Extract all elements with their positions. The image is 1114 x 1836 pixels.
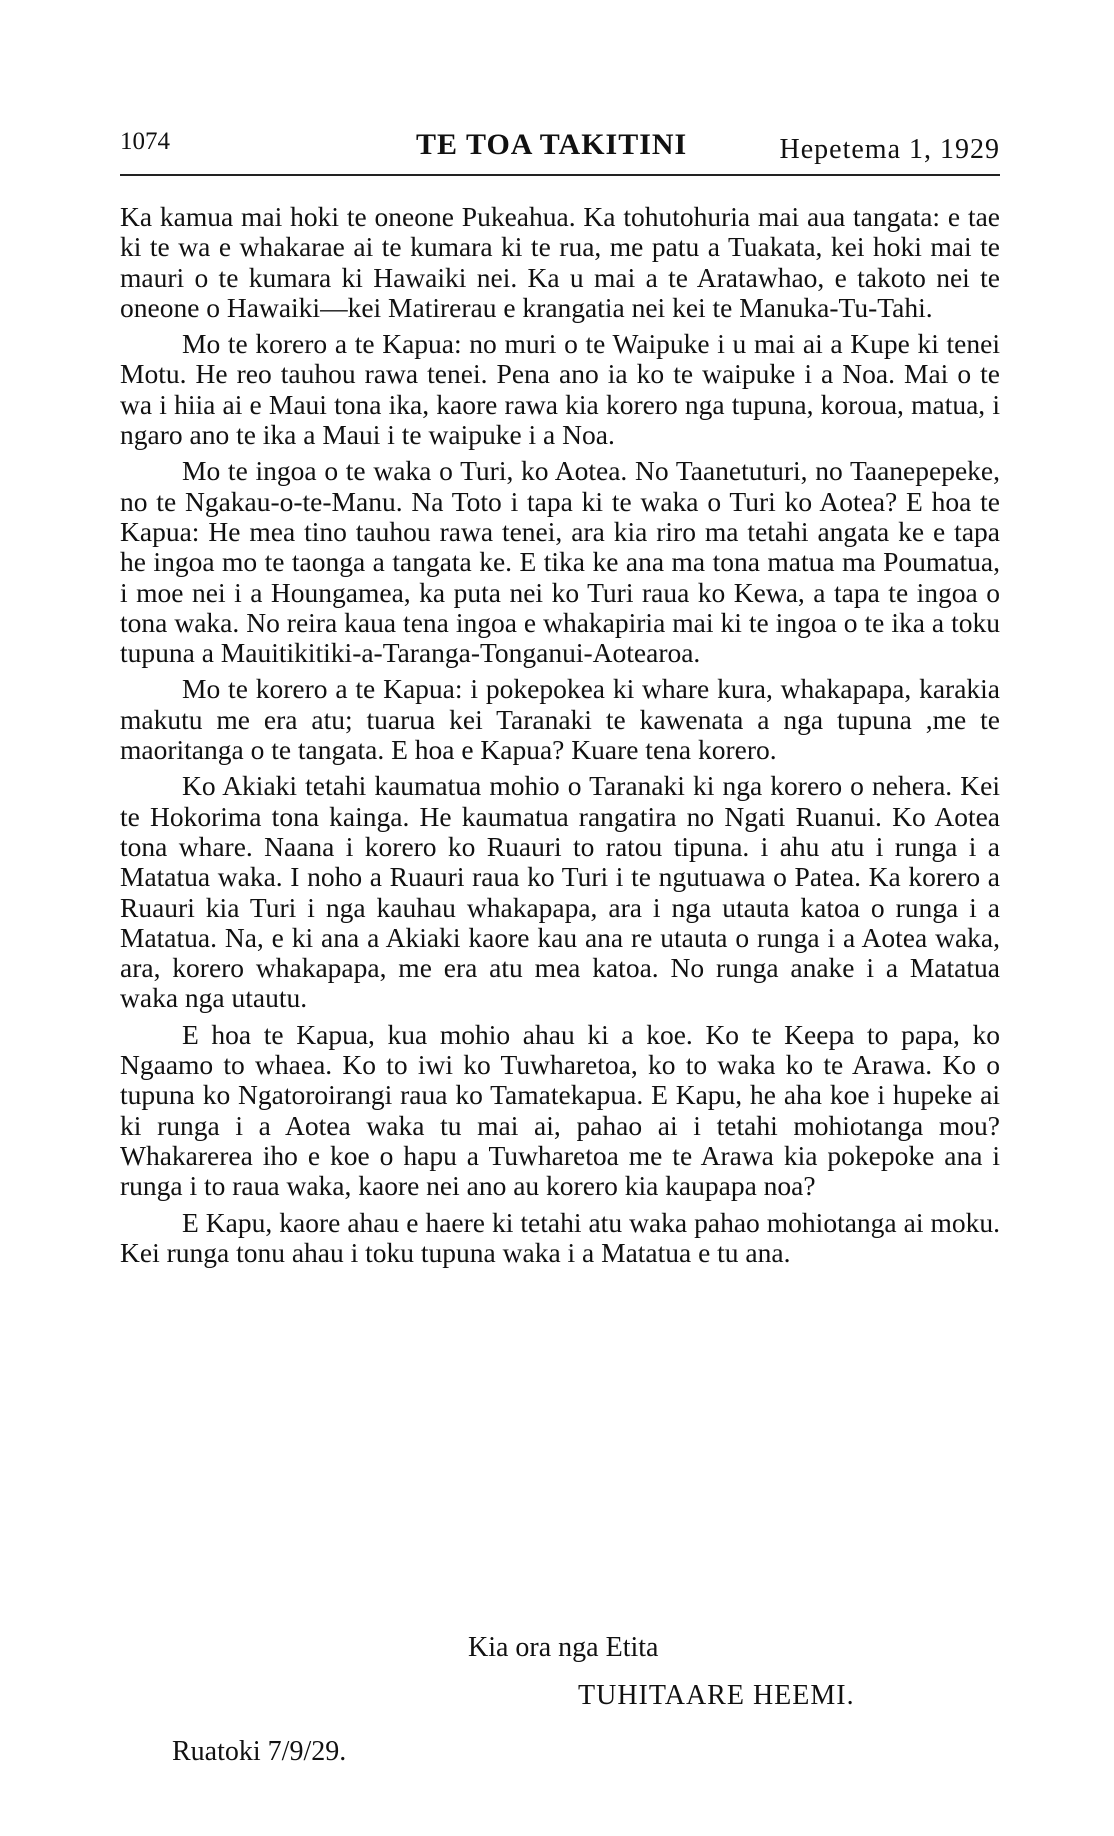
paragraph-7: E Kapu, kaore ahau e haere ki tetahi atu waka pahao mohiotanga ai moku. Kei runga tonu ahau i toku tupuna waka i a Matatua e tu ana. — [120, 1206, 1000, 1268]
paragraph-1: Ka kamua mai hoki te oneone Pukeahua. Ka tohutohuria mai aua tangata: e tae ki te wa e whakarae ai te kumara ki te rua, me patu a Tuakata, kei hoki mai te mauri o te kumara ki Hawaiki nei. Ka u mai a te Aratawhao, e takoto nei te oneone o Hawaiki—kei Matirerau e krangatia nei kei te Manuka-Tu-Tahi. — [120, 201, 1000, 323]
closing-salutation: Kia ora nga Etita — [468, 1632, 659, 1663]
author-signature: TUHITAARE HEEMI. — [578, 1680, 855, 1711]
article-body — [120, 202, 1000, 1274]
page-number: 1074 — [120, 128, 170, 155]
issue-date: Hepetema 1, 1929 — [779, 134, 1000, 165]
paragraph-5: Ko Akiaki tetahi kaumatua mohio o Taranaki ki nga korero o nehera. Kei te Hokorima tona kainga. He kaumatua rangatira no Ngati Ruanui. Ko Aotea tona whare. Naana i korero ko Ruauri to ratou tipuna. i ahu atu i runga i a Matatua waka. I noho a Ruauri raua ko Turi i te ngutuawa o Patea. Ka korero a Ruauri kia Turi i nga kauhau whakapapa, ara i nga utauta katoa o runga i a Matatua. Na, e ki ana a Akiaki kaore kau ana re utauta o runga i a Aotea waka, ara, korero whakapapa, me era atu mea katoa. No runga anake i a Matatua waka nga utautu. — [120, 770, 1000, 1014]
paragraph-4: Mo te korero a te Kapua: i pokepokea ki whare kura, whakapapa, karakia makutu me era atu; tuarua kei Taranaki te kawenata a nga tupuna ,me te maoritanga o te tangata. E hoa e Kapua? Kuare tena korero. — [120, 673, 1000, 766]
paragraph-3: Mo te ingoa o te waka o Turi, ko Aotea. No Taanetuturi, no Taanepepeke, no te Ngakau-o-te-Manu. Na Toto i tapa ki te waka o Turi ko Aotea? E hoa te Kapua: He mea tino tauhou rawa tenei, ara kia riro ma tetahi angata ke e tapa he ingoa mo te taonga a tangata ke. E tika ke ana ma tona matua ma Poumatua, i moe nei i a Houngamea, ka puta nei ko Turi raua ko Kewa, a tapa te ingoa o tona waka. No reira kaua tena ingoa e whakapiria mai ki te ingoa o te ika a toku tupuna a Mauitikitiki-a-Taranga-Tonganui-Aotearoa. — [120, 455, 1000, 669]
paragraph-2: Mo te korero a te Kapua: no muri o te Waipuke i u mai ai a Kupe ki tenei Motu. He reo tauhou rawa tenei. Pena ano ia ko te waipuke i a Noa. Mai o te wa i hiia ai e Maui tona ika, kaore rawa kia korero nga tupuna, koroua, matua, i ngaro ano te ika a Maui i te waipuke i a Noa. — [120, 328, 1000, 451]
paragraph-6: E hoa te Kapua, kua mohio ahau ki a koe. Ko te Keepa to papa, ko Ngaamo to whaea. Ko to iwi ko Tuwharetoa, ko to waka ko te Arawa. Ko o tupuna ko Ngatoroirangi raua ko Tamatekapua. E Kapu, he aha koe i hupeke ai ki runga i a Aotea waka tu mai ai, pahao ai i tetahi mohiotanga mou? Whakarerea iho e koe o hapu a Tuwharetoa me te Arawa kia pokepoke ana i runga i to raua waka, kaore nei ano au korero kia kaupapa noa? — [120, 1018, 1000, 1202]
page-header — [120, 128, 1000, 176]
publication-title: TE TOA TAKITINI — [416, 128, 688, 161]
place-date: Ruatoki 7/9/29. — [172, 1736, 347, 1767]
